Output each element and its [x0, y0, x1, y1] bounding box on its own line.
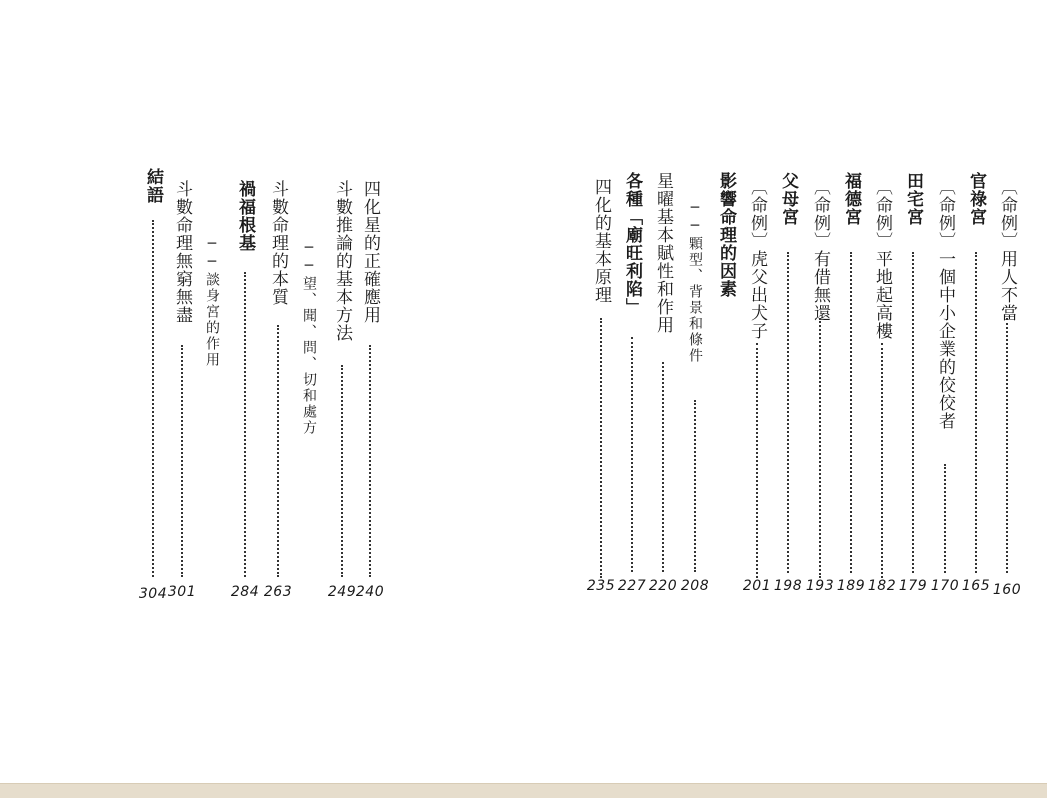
toc-entry-page: 201: [742, 578, 772, 594]
toc-entry-title: ──顆型、背景和條件: [687, 200, 703, 364]
dot-leader: [694, 400, 696, 572]
toc-entry-title: 〔命例〕用人不當: [997, 178, 1017, 322]
toc-entry-title: 斗數命理無窮無盡: [172, 180, 192, 324]
toc-entry-page: 170: [930, 578, 960, 594]
dot-leader: [975, 252, 977, 573]
dot-leader: [756, 343, 758, 578]
toc-entry-title: 四化星的正確應用: [360, 180, 380, 324]
toc-entry-page: 208: [680, 578, 710, 594]
toc-entry-title: 官祿宮: [966, 172, 986, 226]
toc-entry-title: 福德宮: [841, 172, 861, 226]
dot-leader: [850, 252, 852, 573]
toc-entry-page: 220: [648, 578, 678, 594]
footer-band: [0, 783, 1047, 798]
dot-leader: [600, 318, 602, 578]
toc-entry-page: 240: [355, 584, 385, 600]
toc-entry-page: 189: [836, 578, 866, 594]
toc-entry-title: 四化的基本原理: [591, 178, 611, 304]
dot-leader: [631, 337, 633, 572]
dot-leader: [277, 325, 279, 577]
toc-entry-page: 235: [586, 578, 616, 594]
toc-entry-title: 〔命例〕平地起高樓: [872, 178, 892, 340]
toc-entry-page: 182: [867, 578, 897, 594]
dot-leader: [787, 252, 789, 573]
dot-leader: [944, 464, 946, 573]
toc-entry-title: ──望、聞、問、切和處方: [301, 240, 317, 436]
dot-leader: [1006, 318, 1008, 573]
toc-entry-title: 田宅宮: [903, 172, 923, 226]
toc-entry-title: 星曜基本賦性和作用: [653, 172, 673, 334]
toc-entry-page: 179: [898, 578, 928, 594]
toc-entry-title: 父母宮: [778, 172, 798, 226]
dot-leader: [912, 252, 914, 573]
toc-entry-page: 165: [961, 578, 991, 594]
toc-entry-page: 301: [167, 584, 197, 600]
dot-leader: [244, 272, 246, 577]
dot-leader: [341, 365, 343, 577]
toc-entry-page: 263: [263, 584, 293, 600]
toc-entry-title: 禍福根基: [235, 180, 255, 252]
toc-entry-title: 〔命例〕虎父出犬子: [747, 178, 767, 340]
toc-entry-title: 影響命理的因素: [716, 172, 736, 298]
toc-entry-title: 各種「廟旺利陷」: [622, 172, 642, 316]
toc-entry-page: 284: [230, 584, 260, 600]
dot-leader: [152, 220, 154, 577]
toc-entry-page: 304: [138, 586, 168, 602]
dot-leader: [881, 343, 883, 578]
toc-entry-title: 〔命例〕一個中小企業的佼佼者: [935, 178, 955, 430]
dot-leader: [181, 345, 183, 577]
toc-entry-page: 249: [327, 584, 357, 600]
dot-leader: [369, 345, 371, 577]
dot-leader: [662, 362, 664, 572]
toc-entry-page: 193: [805, 578, 835, 594]
toc-entry-title: 斗數命理的本質: [268, 180, 288, 306]
toc-entry-page: 198: [773, 578, 803, 594]
toc-entry-title: 結語: [143, 168, 163, 204]
toc-entry-page: 227: [617, 578, 647, 594]
toc-entry-title: 斗數推論的基本方法: [332, 180, 352, 342]
toc-entry-page: 160: [992, 582, 1022, 598]
toc-entry-title: 〔命例〕有借無還: [810, 178, 830, 322]
dot-leader: [819, 318, 821, 578]
toc-entry-title: ──談身宮的作用: [204, 236, 220, 368]
